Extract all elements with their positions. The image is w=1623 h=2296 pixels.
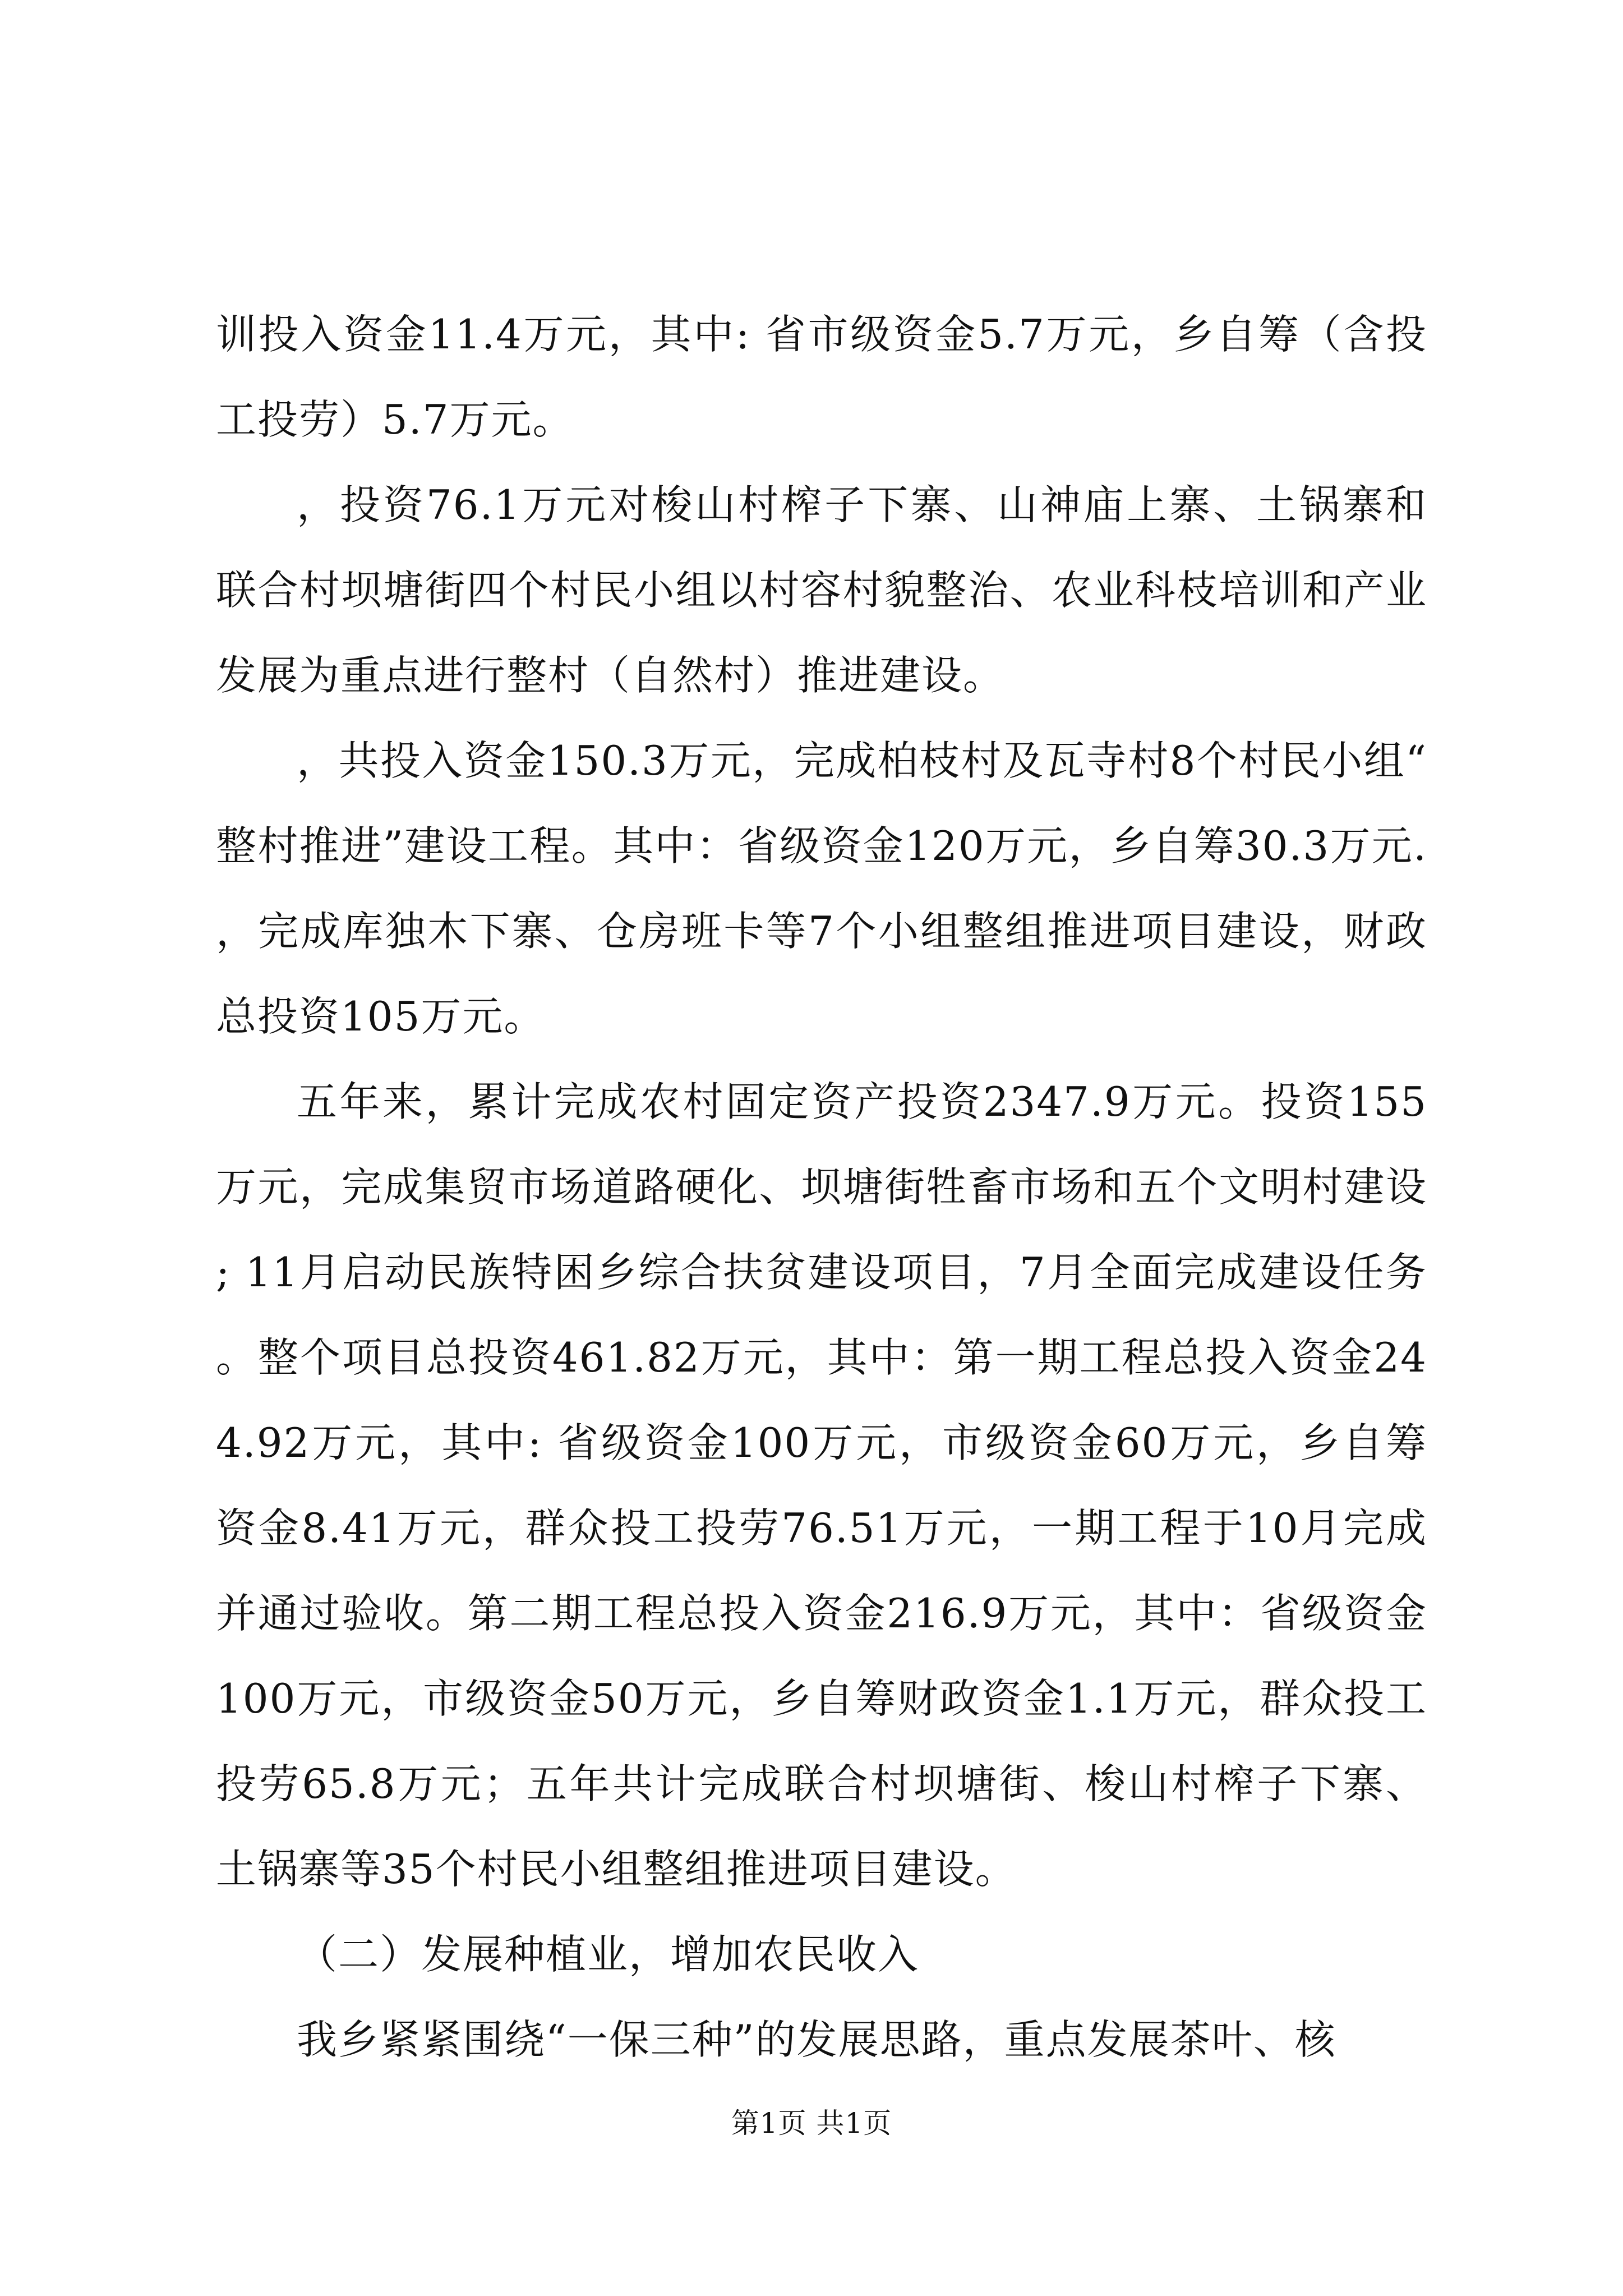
page-footer: 第1页 共1页 <box>731 2107 892 2139</box>
paragraph-1: 训投入资金11.4万元，其中: 省市级资金5.7万元，乡自筹（含投工投劳）5.7万元。 <box>216 311 1427 443</box>
paragraph-3: ，共投入资金150.3万元，完成柏枝村及瓦寺村8个村民小组“整村推进”建设工程。其中：省级资金120万元，乡自筹30.3万元.，完成库独木下寨、仓房班卡等7个小组整组推进项目建设，财政总投资105万元。 <box>216 737 1427 1040</box>
paragraph-5: 我乡紧紧围绕“一保三种”的发展思路，重点发展茶叶、核 <box>297 2016 1336 2063</box>
paragraph-2: ，投资76.1万元对梭山村榨子下寨、山神庙上寨、土锅寨和联合村坝塘街四个村民小组以村容村貌整治、农业科枝培训和产业发展为重点进行整村（自然村）推进建设。 <box>216 481 1427 699</box>
paragraph-4: 五年来，累计完成农村固定资产投资2347.9万元。投资155万元，完成集贸市场道路硬化、坝塘街牲畜市场和五个文明村建设; 11月启动民族特困乡综合扶贫建设项目，7月全面完成建设任务。整个项目总投资461.82万元，其中：第一期工程总投入资金244.92万元，其中: 省级资金100万元，市级资金60万元，乡自筹资金8.41万元，群众投工投劳76.51万元，一期工程于10月完成并通过验收。第二期工程总投入资金216.9万元，其中：省级资金100万元，市级资金50万元，乡自筹财政资金1.1万元，群众投工投劳65.8万元；五年共计完成联合村坝塘街、梭山村榨子下寨、土锅寨等35个村民小组整组推进项目建设。 <box>216 1078 1427 1893</box>
document-body <box>216 292 1427 2082</box>
section-heading: （二）发展种植业，增加农民收入 <box>297 1931 920 1978</box>
